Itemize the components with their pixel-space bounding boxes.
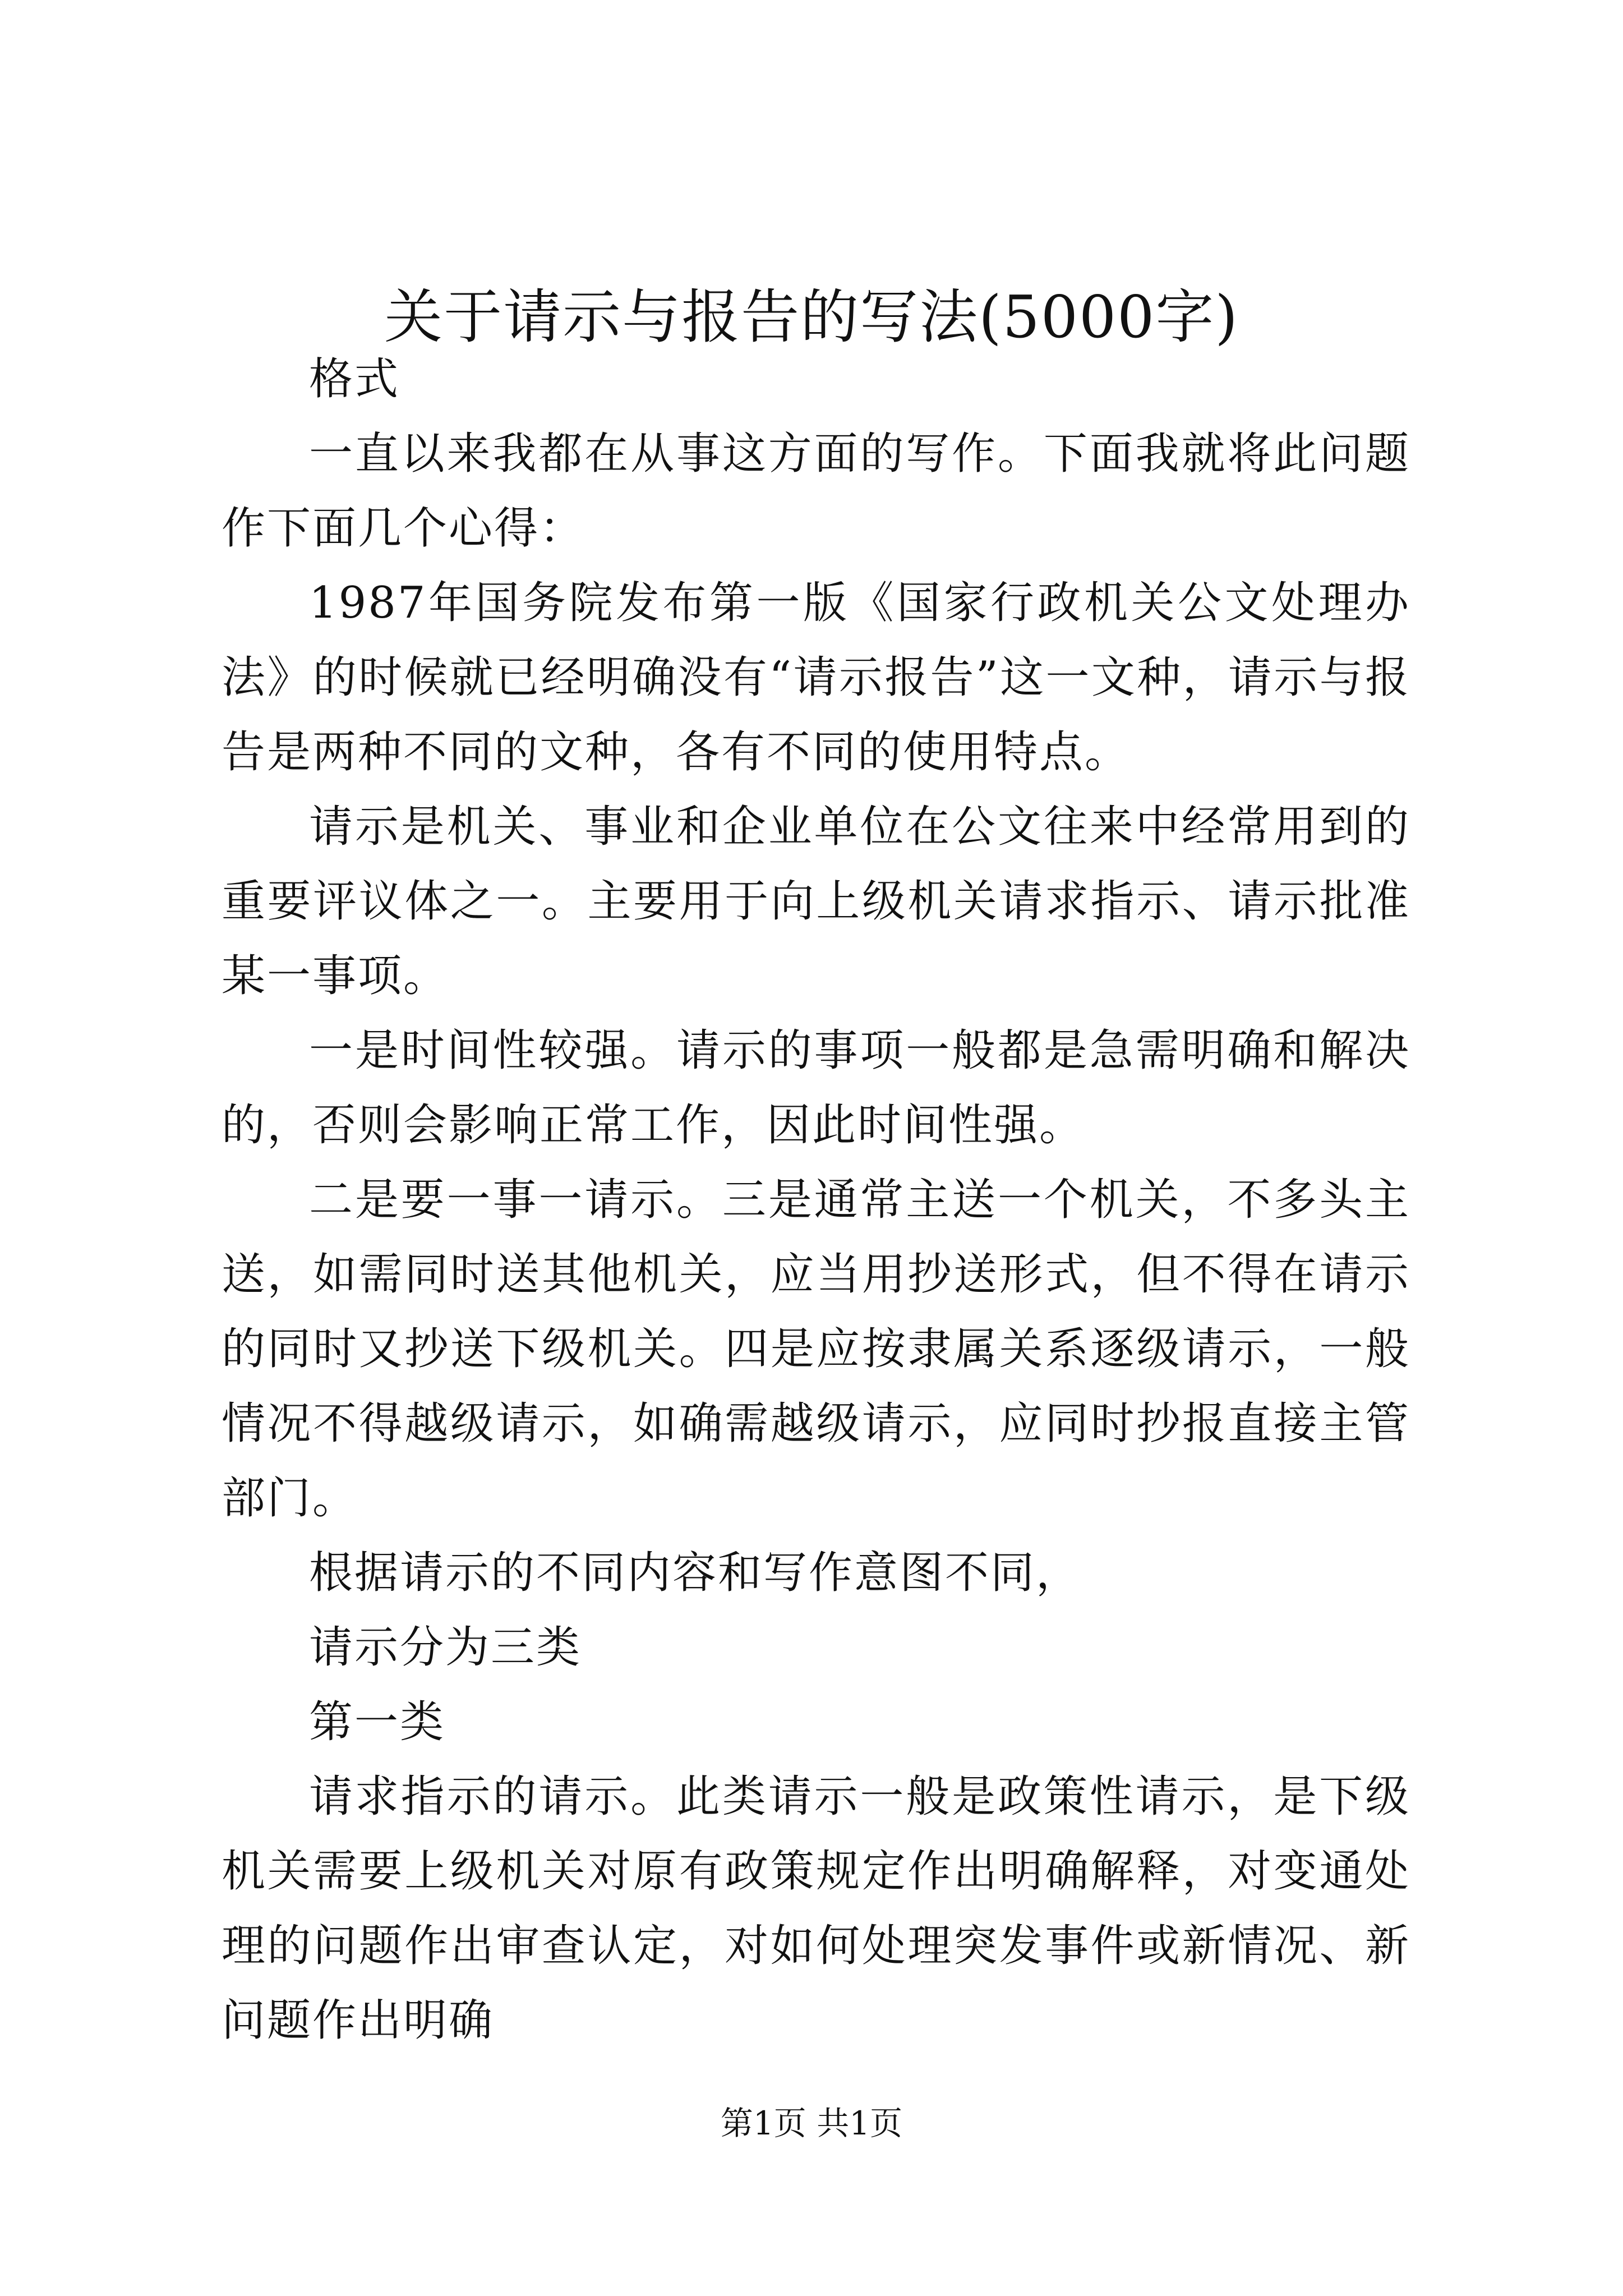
document-title: 关于请示与报告的写法(5000字) xyxy=(384,283,1239,351)
paragraph: 一直以来我都在从事这方面的写作。下面我就将此问题作下面几个心得： xyxy=(222,429,1410,554)
page-footer: 第1页 共1页 xyxy=(720,2104,903,2142)
paragraph: 请示是机关、事业和企业单位在公文往来中经常用到的重要评议体之一。主要用于向上级机关请求指示、请示批准某一事项。 xyxy=(222,802,1410,1001)
paragraph: 请求指示的请示。此类请示一般是政策性请示，是下级机关需要上级机关对原有政策规定作出明确解释，对变通处理的问题作出审查认定，对如何处理突发事件或新情况、新问题作出明确 xyxy=(222,1772,1410,2046)
paragraph: 请示分为三类 xyxy=(309,1622,582,1673)
paragraph: 格式 xyxy=(309,354,400,404)
paragraph: 二是要一事一请示。三是通常主送一个机关，不多头主送，如需同时送其他机关，应当用抄送形式，但不得在请示的同时又抄送下级机关。四是应按隶属关系逐级请示，一般情况不得越级请示，如确需越级请示，应同时抄报直接主管部门。 xyxy=(222,1175,1410,1524)
paragraph: 1987年国务院发布第一版《国家行政机关公文处理办法》的时候就已经明确没有“请示报告”这一文种，请示与报告是两种不同的文种，各有不同的使用特点。 xyxy=(222,578,1410,777)
document-body xyxy=(222,342,1410,2058)
paragraph: 第一类 xyxy=(309,1697,446,1747)
paragraph: 一是时间性较强。请示的事项一般都是急需明确和解决的，否则会影响正常工作，因此时间性强。 xyxy=(222,1025,1410,1151)
paragraph: 根据请示的不同内容和写作意图不同， xyxy=(309,1548,1082,1598)
